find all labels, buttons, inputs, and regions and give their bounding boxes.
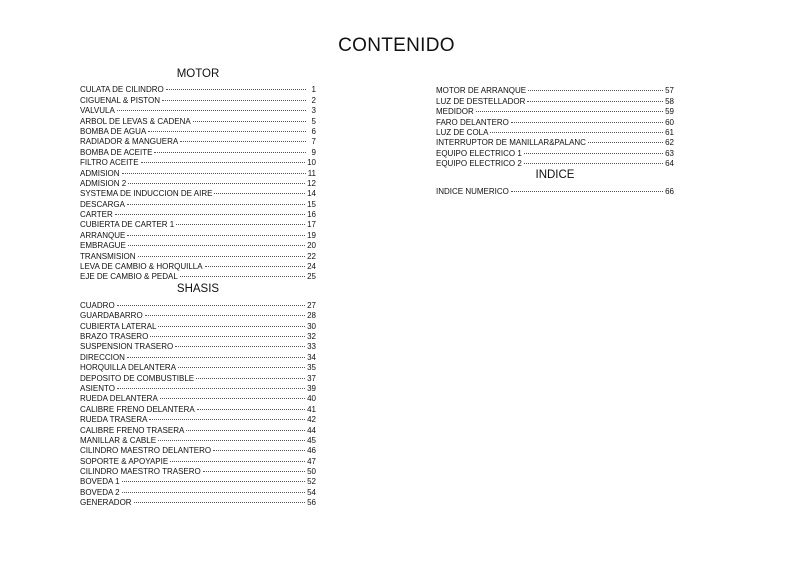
toc-entry-label: BOMBA DE ACEITE [80,147,153,157]
dot-leader [154,144,306,154]
toc-entry [80,82,316,95]
dot-leader [170,453,305,463]
toc-entry-page-number: 45 [307,435,316,445]
toc-right-column [436,67,674,194]
toc-entry-page-number: 46 [307,446,316,456]
dot-leader [162,92,306,102]
toc-entry-label: INTERRUPTOR DE MANILLAR&PALANC [436,138,586,148]
dot-leader [134,495,306,505]
toc-entry-label: CUBIERTA LATERAL [80,321,157,331]
toc-entry-label: GUARDABARRO [80,311,143,321]
dot-leader [528,83,663,93]
dot-leader [197,401,305,411]
toc-entry-page-number: 34 [307,352,316,362]
toc-entry-page-number: 11 [307,168,316,178]
section-heading-motor: MOTOR [176,68,220,80]
toc-entry-page-number: 59 [665,107,674,117]
dot-leader [158,318,305,328]
dot-leader [176,217,305,227]
toc-entry-label: ADMISION 2 [80,178,127,188]
toc-entry-label: VALVULA [80,106,115,116]
toc-entry-page-number: 28 [307,311,316,321]
dot-leader [214,186,305,196]
toc-entry-label: MANILLAR & CABLE [80,435,157,445]
toc-entry-page-number: 33 [307,342,316,352]
dot-leader [149,412,305,422]
toc-entry-page-number: 39 [307,383,316,393]
dot-leader [145,308,305,318]
dot-leader [175,339,305,349]
dot-leader [178,360,305,370]
toc-entry-page-number: 58 [665,96,674,106]
toc-entry-page-number: 44 [307,425,316,435]
toc-list-electrical [436,83,674,169]
toc-entry-page-number: 3 [311,106,316,116]
toc-entry-page-number: 19 [307,230,316,240]
dot-leader [196,370,305,380]
toc-entry [436,183,674,196]
toc-list-indice [436,183,674,196]
toc-entry-page-number: 10 [307,158,316,168]
toc-entry-page-number: 54 [307,487,316,497]
toc-list-shasis [80,297,316,508]
toc-entry-label: ARBOL DE LEVAS & CADENA [80,116,191,126]
dot-leader [203,464,305,474]
toc-entry-label: CUADRO [80,300,115,310]
toc-entry-page-number: 24 [307,262,316,272]
toc-entry-page-number: 14 [307,189,316,199]
toc-entry-label: RUEDA DELANTERA [80,394,158,404]
dot-leader [122,484,306,494]
toc-entry-label: TRANSMISION [80,251,136,261]
dot-leader [490,125,663,135]
dot-leader [150,329,305,339]
toc-entry-label: FARO DELANTERO [436,117,509,127]
section-heading-shasis: SHASIS [176,283,220,296]
toc-entry-label: INDICE NUMERICO [436,186,509,196]
toc-entry-page-number: 20 [307,241,316,251]
toc-entry-label: ARRANQUE [80,230,126,240]
toc-entry-page-number: 25 [307,272,316,282]
toc-entry-page-number: 63 [665,148,674,158]
toc-entry-label: CIGUENAL & PISTON [80,95,161,105]
toc-entry [80,217,316,230]
toc-entry-page-number: 42 [307,415,316,425]
dot-leader [122,474,306,484]
toc-entry-page-number: 60 [665,117,674,127]
toc-entry-page-number: 27 [307,300,316,310]
toc-entry-label: MOTOR DE ARRANQUE [436,86,527,96]
toc-entry-label: GENERADOR [80,498,132,508]
toc-entry-label: CILINDRO MAESTRO TRASERO [80,467,201,477]
toc-entry-label: HORQUILLA DELANTERA [80,363,177,373]
dot-leader [148,124,306,134]
toc-entry-page-number: 17 [307,220,316,230]
toc-entry [436,83,674,96]
section-heading-indice: INDICE [535,169,575,182]
toc-entry [80,207,316,220]
toc-entry-page-number: 52 [307,477,316,487]
toc-entry-label: RUEDA TRASERA [80,415,148,425]
dot-leader [127,349,305,359]
dot-leader [160,391,305,401]
toc-entry-page-number: 37 [307,373,316,383]
toc-entry-page-number: 35 [307,363,316,373]
toc-entry-label: SYSTEMA DE INDUCCION DE AIRE [80,189,213,199]
toc-entry-page-number: 1 [311,85,316,95]
toc-entry-page-number: 2 [311,95,316,105]
toc-entry-page-number: 7 [311,137,316,147]
dot-leader [128,238,305,248]
dot-leader [524,156,663,166]
toc-entry-label: BOMBA DE AGUA [80,126,147,136]
toc-entry-label: SUSPENSION TRASERO [80,342,174,352]
toc-entry-label: ADMISION [80,168,120,178]
toc-entry-page-number: 32 [307,331,316,341]
toc-entry-page-number: 22 [307,251,316,261]
toc-left-column [80,67,316,508]
toc-entry-page-number: 56 [307,498,316,508]
dot-leader [524,145,663,155]
toc-entry-label: DESCARGA [80,199,125,209]
toc-entry-label: EQUIPO ELECTRICO 2 [436,159,522,169]
toc-entry-label: LUZ DE DESTELLADOR [436,96,526,106]
toc-entry-label: EQUIPO ELECTRICO 1 [436,148,522,158]
toc-entry-label: EJE DE CAMBIO & PEDAL [80,272,178,282]
toc-entry-page-number: 47 [307,456,316,466]
dot-leader [180,134,306,144]
dot-leader [117,381,305,391]
toc-entry [80,297,316,310]
dot-leader [127,227,305,237]
toc-entry-page-number: 15 [307,199,316,209]
dot-leader [117,297,305,307]
dot-leader [128,176,305,186]
toc-entry-page-number: 6 [311,126,316,136]
toc-entry-page-number: 66 [665,186,674,196]
dot-leader [117,103,306,113]
toc-entry-label: DIRECCION [80,352,125,362]
dot-leader [141,155,306,165]
toc-entry-label: BOVEDA 1 [80,477,120,487]
dot-leader [127,196,305,206]
toc-entry-page-number: 16 [307,210,316,220]
dot-leader [122,165,306,175]
toc-entry-page-number: 30 [307,321,316,331]
toc-entry-page-number: 62 [665,138,674,148]
toc-entry-page-number: 40 [307,394,316,404]
toc-entry-label: FILTRO ACEITE [80,158,139,168]
toc-entry-label: BRAZO TRASERO [80,331,149,341]
toc-entry-label: MEDIDOR [436,107,474,117]
toc-entry-label: DEPOSITO DE COMBUSTIBLE [80,373,195,383]
page-title: CONTENIDO [338,35,455,56]
dot-leader [180,269,305,279]
dot-leader [158,433,305,443]
dot-leader [213,443,305,453]
toc-entry-page-number: 9 [311,147,316,157]
dot-leader [138,248,306,258]
toc-entry-label: CULATA DE CILINDRO [80,85,164,95]
toc-entry-label: CALIBRE FRENO TRASERA [80,425,185,435]
toc-entry-label: BOVEDA 2 [80,487,120,497]
toc-entry-label: ASIENTO [80,383,115,393]
dot-leader [527,93,663,103]
dot-leader [186,422,305,432]
toc-entry-page-number: 12 [307,178,316,188]
toc-entry-label: CUBIERTA DE CARTER 1 [80,220,175,230]
toc-entry-page-number: 57 [665,86,674,96]
dot-leader [588,135,663,145]
toc-entry-label: LUZ DE COLA [436,127,489,137]
toc-entry-label: RADIADOR & MANGUERA [80,137,179,147]
dot-leader [476,104,663,114]
toc-entry-page-number: 50 [307,467,316,477]
toc-entry-page-number: 41 [307,404,316,414]
dot-leader [115,207,305,217]
toc-entry-page-number: 64 [665,159,674,169]
dot-leader [511,183,663,193]
toc-entry-page-number: 61 [665,127,674,137]
toc-entry-label: CALIBRE FRENO DELANTERA [80,404,195,414]
dot-leader [193,113,306,123]
toc-list-motor [80,82,316,282]
dot-leader [205,259,306,269]
dot-leader [511,114,663,124]
dot-leader [166,82,306,92]
toc-entry-label: SOPORTE & APOYAPIE [80,456,169,466]
toc-entry-label: CARTER [80,210,113,220]
toc-entry-page-number: 5 [311,116,316,126]
toc-entry-label: EMBRAGUE [80,241,126,251]
toc-entry-label: LEVA DE CAMBIO & HORQUILLA [80,262,203,272]
toc-entry-label: CILINDRO MAESTRO DELANTERO [80,446,212,456]
